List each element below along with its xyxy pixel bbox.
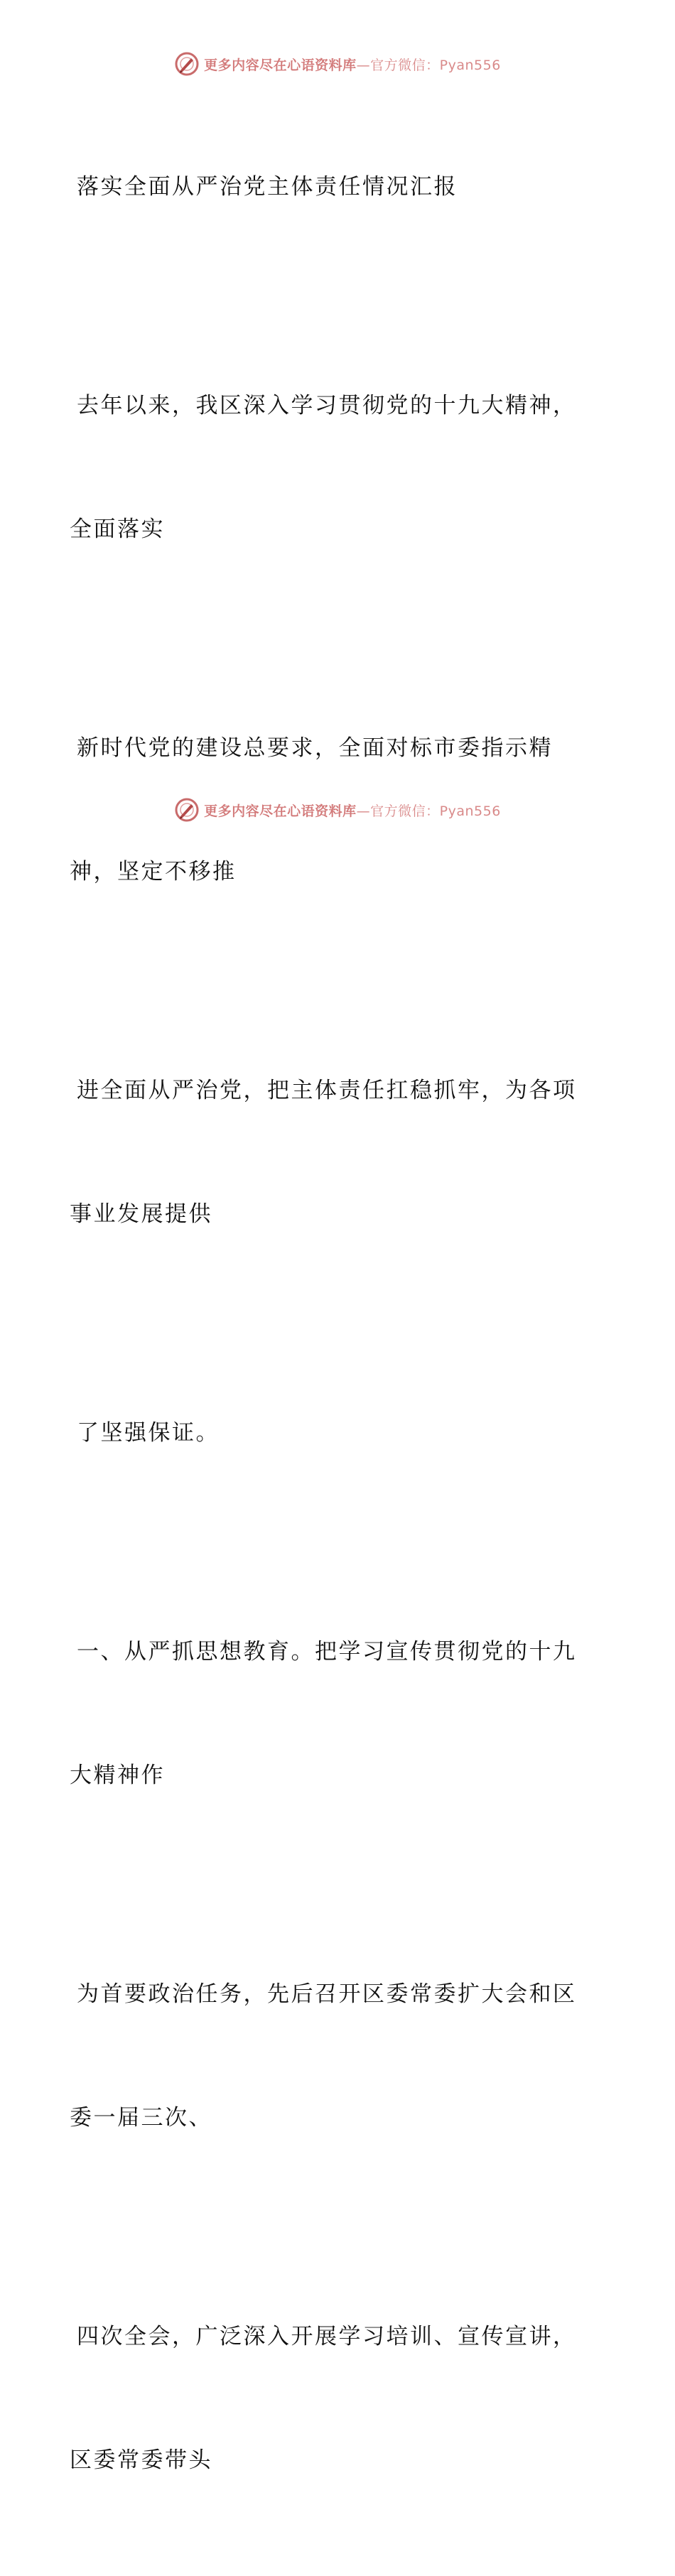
paragraph-5: 一、从严抓思想教育。把学习宣传贯彻党的十九 大精神作: [70, 1639, 577, 1788]
watermark-text: 更多内容尽在心语资料库—官方微信：Pyan556: [204, 803, 501, 819]
paragraph-4: 了坚强保证。: [77, 1420, 220, 1446]
paragraph-3: 进全面从严治党，把主体责任扛稳抓牢，为各项 事业发展提供: [70, 1078, 577, 1227]
document-body: [70, 84, 610, 2576]
paragraph-1: 去年以来，我区深入学习贯彻党的十九大精神， 全面落实: [70, 393, 577, 542]
pen-logo-icon: [174, 797, 200, 823]
paragraph-2: 新时代党的建设总要求，全面对标市委指示精 神，坚定不移推: [70, 735, 553, 884]
watermark-text: 更多内容尽在心语资料库—官方微信：Pyan556: [204, 57, 501, 73]
footer-watermark: [0, 796, 675, 824]
paragraph-7: 四次全会，广泛深入开展学习培训、宣传宣讲， 区委常委带头: [70, 2324, 577, 2473]
document-title: 落实全面从严治党主体责任情况汇报: [77, 174, 458, 200]
paragraph-6: 为首要政治任务，先后召开区委常委扩大会和区 委一届三次、: [70, 1981, 577, 2131]
header-watermark: [0, 50, 675, 78]
pen-logo-icon: [174, 51, 200, 77]
